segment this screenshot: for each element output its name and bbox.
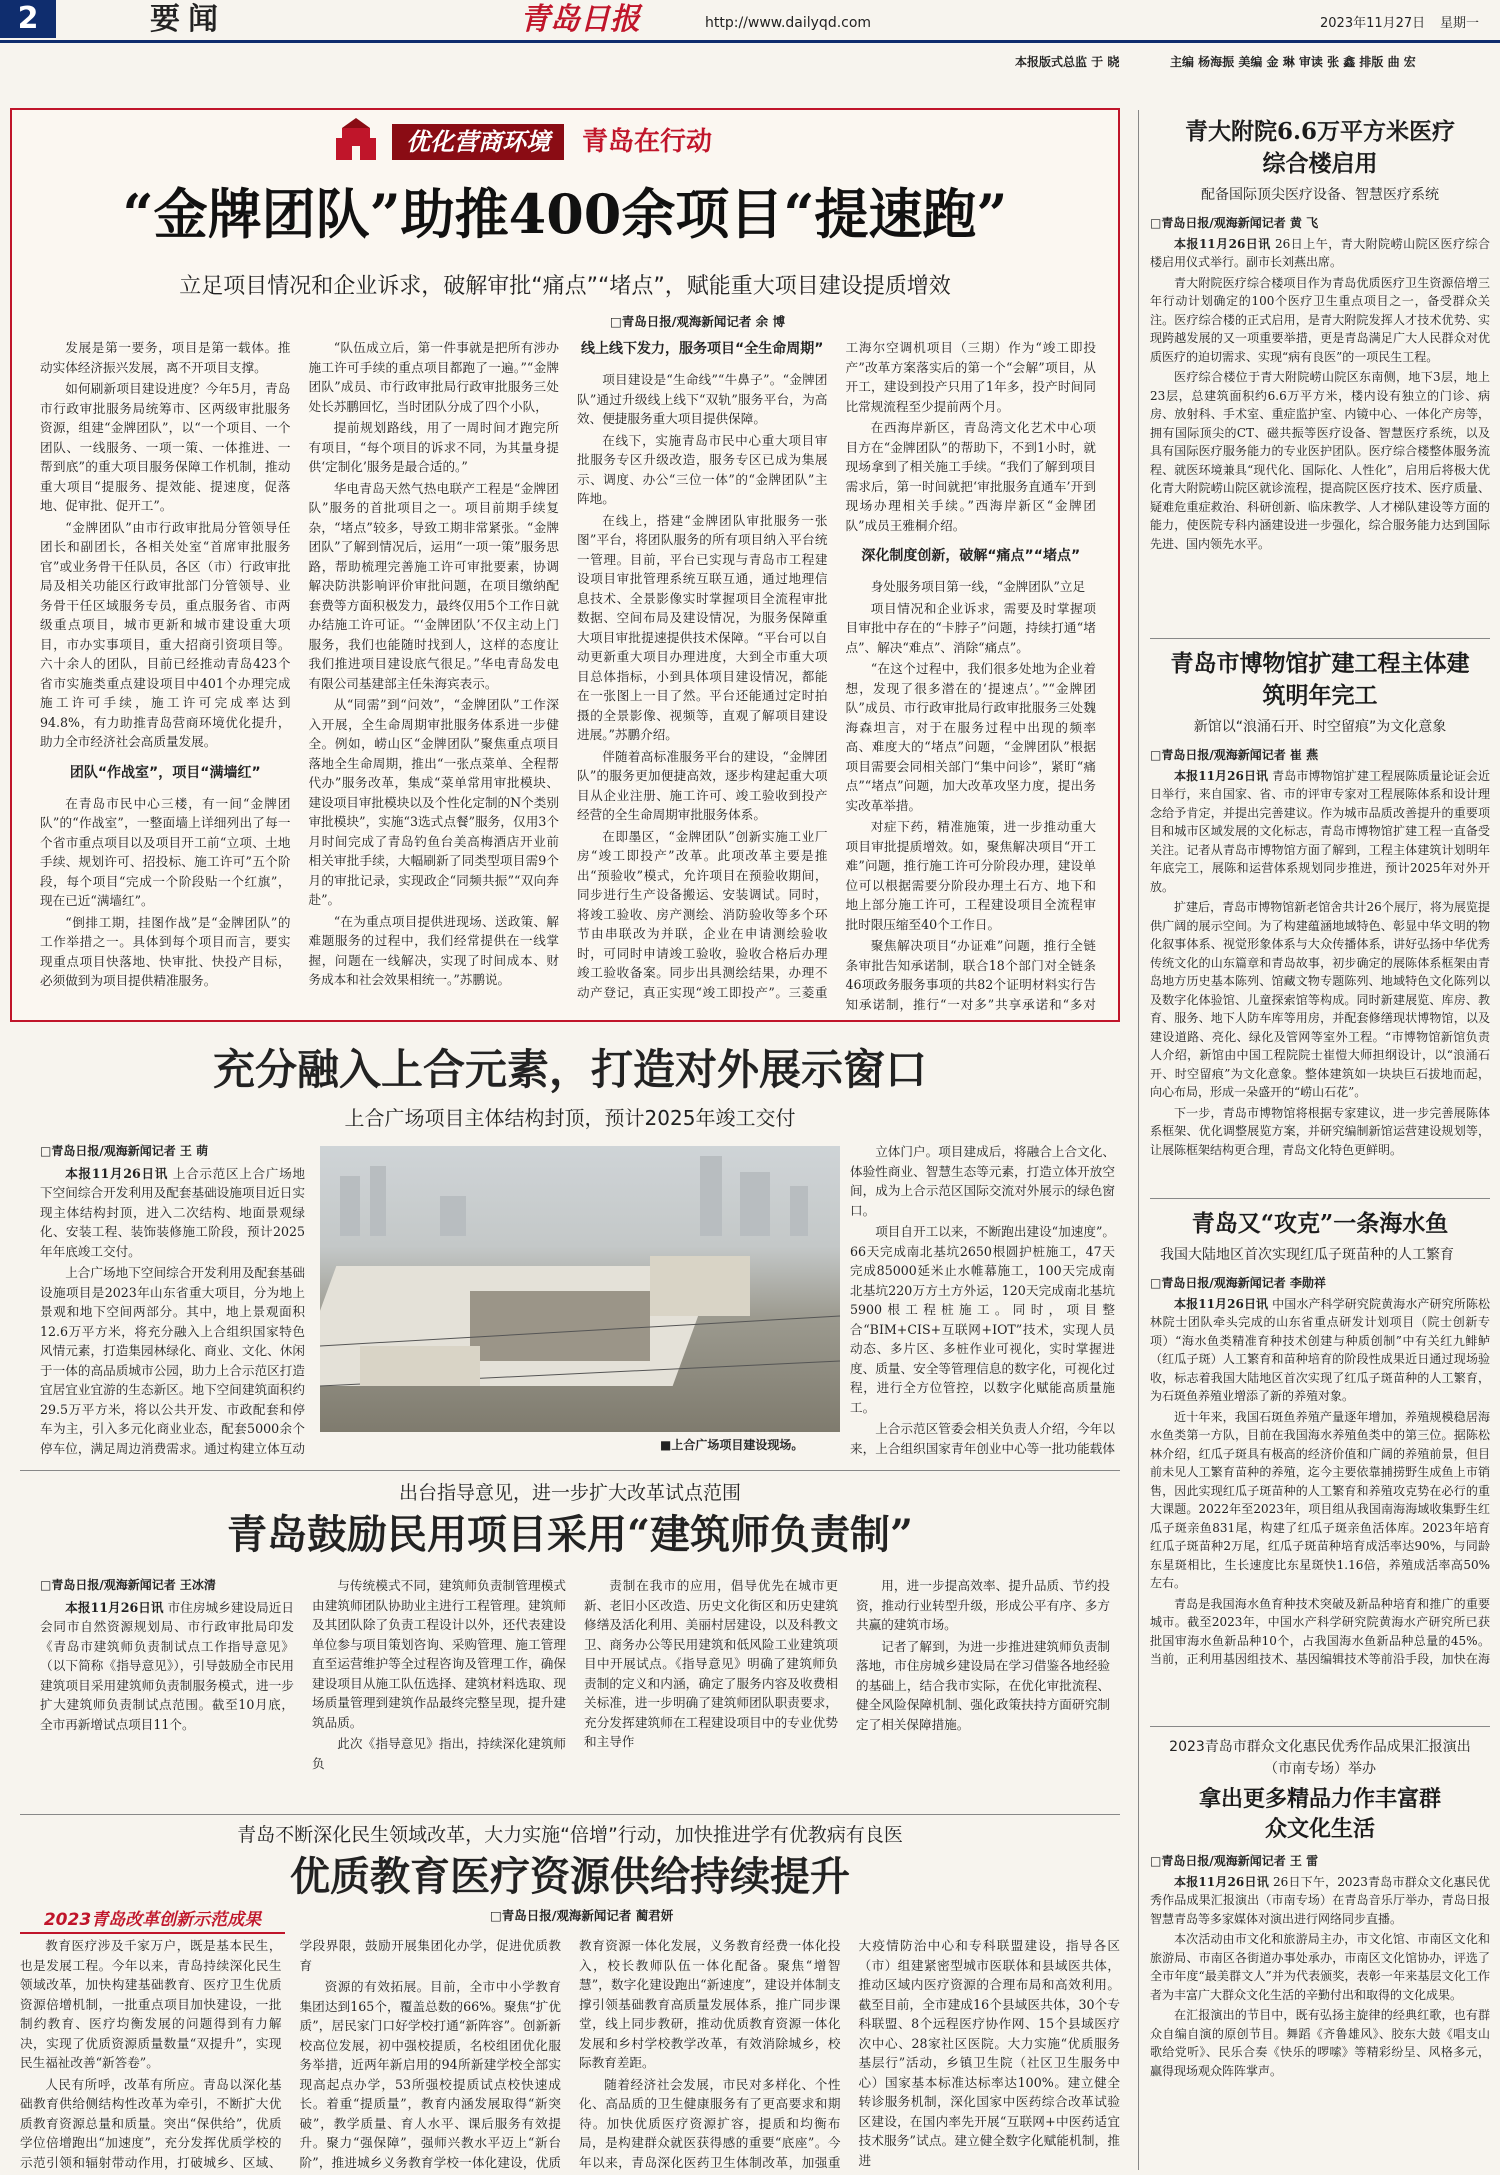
education-title: 优质教育医疗资源供给持续提升 [290,1853,850,1900]
culture-paragraph: 本次活动由市文化和旅游局主办，市文化馆、市南区文化和旅游局、市南区各街道办事处承办，市南区文化馆协办，评选了全市年度“最美群文人”并为代表颁奖，表彰一年来基层文化工作者为丰富广大群众文化生活的辛勤付出和取得的文化成果。 [1150,1932,1490,2002]
staff-line-editors: 主编 杨海振 美编 金 琳 审读 张 鑫 排版 曲 宏 [1170,55,1416,69]
shanghe-paragraph: 上合广场地下空间综合开发利用及配套基础设施项目是2023年山东省重大项目，分为地上景观和地下空间两部分。其中，地上景观面积12.6万平方米，将充分融入上合组织国家特色风情元素，打造集园林绿化、商业、文化、休闲于一体的高品质城市公园，助力上合示范区打造宜居宜业宜游的生态新区。地下空间建筑面积约29.5万平方米，将以公共开发、市政配套和停车为主，引入多元化商业业态，配套5000余个停车位，满足周边消费需求。通过构建立体互动 [40,1265,305,1456]
architect-paragraph [40,1598,294,1735]
lead-paragraph: 提前规划路线，用了一周时间才跑完所有项目，“每个项目的诉求不同，为其量身提供‘定制化’服务是最合适的。” [308,420,559,474]
museum-byline: □青岛日报/观海新闻记者 崔 燕 [1150,748,1319,762]
lead-paragraph: 项目情况和企业诉求，需要及时掌握项目审批中存在的“卡脖子”问题，持续打通“堵点”、解决“难点”、消除“痛点”。 [845,600,1096,655]
shanghe-paragraph [40,1164,305,1262]
lead-paragraph: 身处服务项目第一线，“金牌团队”立足 [870,579,1086,594]
culture-byline: □青岛日报/观海新闻记者 王 雷 [1150,1854,1319,1868]
banner-left-label: 优化营商环境 [392,124,564,160]
lead-paragraph: 伴随着高标准服务平台的建设，“金牌团队”的服务更加便捷高效，逐步构建起重大项目从企业注册、施工许可、竣工验收到投产经营的全生命周期审批服务体系。 [577,748,828,822]
culture-kicker: 2023青岛市群众文化惠民优秀作品成果汇报演出（市南专场）举办 [1169,1739,1471,1777]
education-kicker: 青岛不断深化民生领域改革，大力实施“倍增”行动，加快推进学有优教病有良医 [237,1824,903,1846]
hospital-paragraph: 青大附院医疗综合楼项目作为青岛优质医疗卫生资源倍增三年行动计划确定的100个医疗卫生重点项目之一，备受群众关注。医疗综合楼的正式启用，是青大附院发挥人才技术优势、实现跨越发展的又一项重要举措，更是青岛满足广大人民群众对优质医疗的迫切需求、实现“病有良医”的一项民生工程。 [1150,275,1490,364]
hospital-article [1150,108,1490,618]
museum-title: 青岛市博物馆扩建工程主体建筑明年完工 [1170,650,1470,709]
lead-subheading: 团队“作战室”，项目“满墙红” [69,764,261,781]
architect-paragraph: 此次《指导意见》指出，持续深化建筑师负 [312,1736,566,1771]
lead-paragraph: “在为重点项目提供进现场、送政策、解难题服务的过程中，我们经常提供在一线掌握，问题在一线解决，实现了时间成本、财务成本和社会效果相统一。”苏鹏说。 [308,913,559,987]
lead-subheading: 深化制度创新，破解“痛点”“堵点” [861,548,1081,564]
photo-caption: ■上合广场项目建设现场。 [660,1438,804,1452]
banner-city-icon [332,116,380,164]
lead-paragraph: 在线下，实施青岛市民中心重大项目审批服务专区升级改造，服务专区已成为集展示、调度、办公“三位一体”的“金牌团队”主阵地。 [577,432,828,506]
shanghe-byline: □青岛日报/观海新闻记者 王 萌 [40,1144,209,1158]
architect-kicker: 出台指导意见，进一步扩大改革试点范围 [398,1482,741,1504]
museum-paragraph: 下一步，青岛市博物馆将根据专家建议，进一步完善展陈体系框架、优化调整展览方案，并研究编制新馆运营建设规划等，让展陈框架结构更合理，青岛文化特色更鲜明。 [1150,1105,1490,1157]
shanghe-article [20,1040,1120,1460]
lead-paragraph: 聚焦解决项目“办证难”问题，推行全链条审批告知承诺制，联合18个部门对全链条46项政务服务事项的共82个证明材料实行告知承诺制，推行“一对多”共享承诺和“多对 [845,938,1096,1012]
dateline: 本报11月26日讯 [65,1599,164,1615]
dateline: 本报11月26日讯 [1174,1296,1269,1311]
education-article [20,1822,1120,2172]
website-url[interactable]: http://www.dailyqd.com [705,15,872,31]
banner [312,110,832,172]
lead-paragraph: “队伍成立后，第一件事就是把所有涉办施工许可手续的重点项目都跑了一遍。”“金牌团队”成员、市行政审批局行政审批服务三处处长苏鹏回忆，当时团队分成了四个小队， [308,340,559,414]
museum-paragraph [1150,767,1490,897]
culture-paragraph [1150,1873,1490,1929]
education-byline: □青岛日报/观海新闻记者 蔺君妍 [490,1908,674,1923]
museum-subtitle: 新馆以“浪涌石开、时空留痕”为文化意象 [1193,719,1447,735]
fish-paragraph [1150,1295,1490,1406]
lead-paragraph: “倒排工期，挂图作战”是“金牌团队”的工作举措之一。具体到每个项目而言，要实现重点项目快落地、快审批、快投产目标，必须做到为项目提供精准服务。 [40,914,291,988]
architect-byline: □青岛日报/观海新闻记者 王冰清 [40,1578,216,1592]
lead-paragraph: 华电青岛天然气热电联产工程是“金牌团队”服务的首批项目之一。项目前期手续复杂，“堵点”较多，导致工期非常紧张。“金牌团队”了解到情况后，运用“一项一策”服务思路，帮助梳理完善施工许可审批要素，协调解决防洪影响评价审批问题，在项目缴纳配套费等方面积极发力，最终仅用5个工作日就办结施工许可证。“‘金牌团队’不仅主动上门服务，我们也能随时找到人，这样的态度让我们推进项目建设底气很足。”华电青岛发电有限公司基建部主任朱海宾表示。 [308,480,559,691]
architect-paragraph: 记者了解到，为进一步推进建筑师负责制落地，市住房城乡建设局在学习借鉴各地经验的基础上，结合我市实际，在优化审批流程、健全风险保障机制、强化政策扶持方面研究制定了相关保障措施。 [856,1638,1110,1732]
education-paragraph: 人民有所呼，改革有所应。青岛以深化基础教育供给侧结构性改革为牵引，不断扩大优质教育资源总量和质量。突出“保供给”，优质学位倍增跑出“加速度”，充分发挥优质学校的示范引领和辐射带动作用，打破城乡、区域、学段界限，鼓励开展集团化办学，促进优质教育 [20,1938,561,2170]
construction-photo [320,1146,840,1432]
lead-paragraph: “在这个过程中，我们很多处地为企业着想，发现了很多潜在的‘提速点’。”“金牌团队”成员、市行政审批局行政审批服务三处魏海森坦言，对于在服务过程中出现的频率高、难度大的“堵点”问题，“金牌团队”根据项目需要会同相关部门“集中问诊”，紧盯“痛点”“堵点”问题，加大改革攻坚力度，提出务实改革举措。 [845,661,1096,813]
shanghe-paragraph: 项目自开工以来，不断跑出建设“加速度”。66天完成南北基坑2650根圆护桩施工，47天完成85000延米止水帷幕施工，100天完成南北基坑220万方土方外运，120天完成南北基坑5900根工程桩施工。同时，项目整合“BIM+CIS+互联网+IOT”技术，实现人员动态、多片区、多桩作业可视化，实时掌握进度、质量、安全等管理信息的数字化，可视化过程，进行全方位管控，以数字化赋能高质量施工。 [850,1224,1115,1415]
lead-title: “金牌团队”助推400余项目“提速跑” [122,182,1008,246]
reform-badge: 2023青岛改革创新示范成果 [20,1908,285,1934]
paragraph-text: 市住房城乡建设局近日会同市自然资源规划局、市行政审批局印发《青岛市建筑师负责制试点工作指导意见》（以下简称《指导意见》），引导鼓励全市民用建筑项目采用建筑师负责制服务模式，进一步扩大建筑师负责制试点范围。截至10月底，全市再新增试点项目11个。 [40,1599,295,1732]
architect-paragraph: 用，进一步提高效率、提升品质、节约投资，推动行业转型升级，形成公平有序、多方共赢的建筑市场。 [856,1578,1110,1632]
hospital-byline: □青岛日报/观海新闻记者 黄 飞 [1150,216,1319,230]
hospital-title: 青大附院6.6万平方米医疗综合楼启用 [1184,118,1455,177]
paragraph-text: 青岛市博物馆扩建工程展陈质量论证会近日举行，来自国家、省、市的评审专家对工程展陈体系和设计理念给予肯定，并提出完善建议。作为城市品质改善提升的重要项目和城市区域发展的文化标志，青岛市博物馆扩建工程一直备受关注。记者从青岛市博物馆方面了解到，工程主体建筑计划明年年底完工，展陈和运营体系规划同步推进，预计2025年对外开放。 [1150,768,1490,894]
dateline: 本报11月26日讯 [1174,236,1271,251]
fish-title: 青岛又“攻克”一条海水鱼 [1191,1210,1449,1237]
lead-paragraph: 发展是第一要务，项目是第一载体。推动实体经济振兴发展，离不开项目支撑。 [40,340,291,375]
section-title: 要闻 [150,2,226,37]
museum-article [1150,648,1490,1178]
lead-byline: □青岛日报/观海新闻记者 余 博 [610,314,786,329]
shanghe-title: 充分融入上合元素，打造对外展示窗口 [212,1045,927,1094]
culture-title: 拿出更多精品力作丰富群众文化生活 [1198,1786,1441,1842]
education-paragraph: 教育医疗涉及千家万户，既是基本民生，也是发展工程。今年以来，青岛持续深化民生领域改革，加快构建基础教育、医疗卫生优质资源倍增机制，一批重点项目加快建设，一批制约教育、医疗均衡发展的问题得到有力解决，实现了优质资源质量数量“双提升”，实现民生福祉改善“新答卷”。 [20,1938,282,2070]
lead-paragraph: 从“同需”到“问效”，“金牌团队”工作深入开展，全生命周期审批服务体系进一步健全。例如，崂山区“金牌团队”聚焦重点项目落地全生命周期，推出“一张点菜单、全程帮代办”服务改革，集成“菜单常用审批模块、建设项目审批模块以及个性化定制的N个类别审批模块”，实施“3选式点餐”服务，仅用3个月时间完成了青岛钓鱼台美高梅酒店开业前相关审批手续，大幅刷新了同类型项目需9个月的审批记录，实现政企“同频共振”“双向奔赴”。 [308,697,559,907]
architect-article [20,1480,1120,1810]
right-column [1150,108,1490,2173]
lead-story [10,108,1120,1022]
shanghe-paragraph: 上合示范区管委会相关负责人介绍，今年以来，上合组织国家青年创业中心等一批功能载体 [850,1421,1115,1456]
lead-paragraph: “金牌团队”由市行政审批局分管领导任团长和副团长，各相关处室“首席审批服务官”或业务骨干任队员，各区（市）行政审批局及相关功能区行政审批部门分管领导、业务骨干任区域服务专员，重点服务省、市两级重点项目，城市更新和城市建设重大项目，市办实事项目，重大招商引资项目等。六十余人的团队，目前已经推动青岛423个省市实施类重点建设项目中401个办理完成施工许可手续，施工许可完成率达到94.8%，有力助推青岛营商环境优化提升，助力全市经济社会高质量发展。 [40,519,291,749]
fish-article [1150,1208,1490,1708]
lead-paragraph: 在即墨区，“金牌团队”创新实施工业厂房“竣工即投产”改革。此项改革主要是推出“预验收”模式，允许项目在预验收期间，同步进行生产设备搬运、安装调试。同时，将竣工验收、房产测绘、消防验收等多个环节由串联改为并联，企业在申请测绘验收时，可同时申请竣工验收，验收合格后办理竣工验收备案。同步出具测绘结果，办理不动产登记，真正实现“竣工即投产”。三菱重工海尔空调机项目（三期）作为“竣工即投产”改革方案落实后的第一个“会解”项目，从开工，建设到投产只用了1年多，投产时间同比常规流程至少提前两个月。 [577,340,1096,1000]
page-number-box: 2 [0,0,56,38]
education-paragraph: 资源的有效拓展。目前，全市中小学教育集团达到165个，覆盖总数的66%。聚焦“扩优质”，居民家门口好学校打通“新阵容”。创新新校高位发展，初中强校提质，名校组团优化服务举措，近两年新启用的94所新建学校全部实现高起点办学，53所强校提质试点校快速成长。着重“提质量”，教育内涵发展取得“新突破”，教学质量、育人水平、课后服务有效提升。聚力“强保障”，强师兴教水平迈上“新台阶”，推进城乡义务教育学校一体化建设，优质教育资源一体化发展，义务教育经费一体化投入，校长教师队伍一体化配备。聚焦“增智慧”，数字化建设跑出“新速度”，建设并体制支撑引领基础教育高质量发展体系，推广同步课堂，线上同步教研，推动优质教育资源一体化发展和乡村学校教学改革，有效消除城乡，校际教育差距。 [299,1938,841,2170]
fish-paragraph: 近十年来，我国石斑鱼养殖产量逐年增加，养殖规模稳居海水鱼类第一方队，目前在我国海水养殖鱼类中的第三位。据陈松林介绍，红瓜子斑具有极高的经济价值和广阔的养殖前景，但目前未见人工繁育苗种的养殖，迄今主要依靠捕捞野生成鱼上市销售，因此实现红瓜子斑苗种的人工繁育和养殖攻克势在必行的重大课题。2022年至2023年，项目组从我国南海海域收集野生红瓜子斑亲鱼831尾，构建了红瓜子斑亲鱼活体库。2023年培育红瓜子斑苗种2万尾，红瓜子斑苗种培育成活率达90%，与同龄东星斑相比，生长速度比东星斑快1.16倍，养殖成活率高50%左右。 [1150,1409,1490,1590]
lead-subheading: 线上线下发力，服务项目“全生命周期” [581,341,824,357]
culture-article [1150,1736,1490,2173]
architect-paragraph: 与传统模式不同，建筑师负责制管理模式由建筑师团队协助业主进行工程管理。建筑师及其团队除了负责工程设计以外，还代表建设单位参与项目策划咨询、采购管理、施工管理直至运营维护等全过程咨询及管理工作，确保建设项目从施工队伍选择、建筑材料选取、现场质量管理到建筑作品最终完整呈现，提升建筑品质。 [312,1578,566,1730]
issue-date: 2023年11月27日 [1320,16,1426,31]
staff-line-director: 本报版式总监 于 晓 [1015,55,1120,69]
dateline: 本报11月26日讯 [1174,1874,1269,1889]
lead-paragraph: 对症下药，精准施策，进一步推动重大项目审批提质增效。如，聚焦解决项目“开工难”问题，推行施工许可分阶段办理，建设单位可以根据需要分阶段办理土石方、地下和地上部分施工许可，工程建设项目全流程审批时限压缩至40个工作日。 [845,819,1096,932]
lead-paragraph: 在线上，搭建“金牌团队审批服务一张图”平台，将团队服务的所有项目纳入平台统一管理。目前，平台已实现与青岛市工程建设项目审批管理系统互联互通，通过地理信息技术、全景影像实时掌握项目全流程审批数据、空间布局及建设情况，为服务保障重大项目审批提速提供技术保障。“平台可以自动更新重大项目办理进度，大到全市重大项目总体指标，小到具体项目建设情况，都能在一张图上一目了然。平台还能通过定时拍摄的全景影像、视频等，直观了解项目建设进展。”苏鹏介绍。 [577,512,828,742]
paragraph-text: 上合示范区上合广场地下空间综合开发利用及配套基础设施项目近日实现主体结构封顶，进入二次结构、地面景观绿化、安装工程、装饰装修施工阶段，预计2025年年底竣工交付。 [40,1165,305,1259]
lead-paragraph: 项目建设是“生命线”“牛鼻子”。“金牌团队”通过升级线上线下“双轨”服务平台，为高效、便捷服务重大项目提供保障。 [577,372,828,426]
hospital-paragraph [1150,235,1490,272]
culture-paragraph: 在汇报演出的节目中，既有弘扬主旋律的经典红歌，也有群众自编自演的原创节目。舞蹈《齐鲁雄风》、胶东大鼓《唱支山歌给党听》、民乐合奏《快乐的啰嗦》等精彩纷呈、风格多元，赢得现场观众阵阵掌声。 [1150,2008,1490,2078]
fish-byline: □青岛日报/观海新闻记者 李勋祥 [1150,1276,1326,1290]
education-paragraph: 随着经济社会发展，市民对多样化、个性化、高品质的卫生健康服务有了更高要求和期待。加快优质医疗资源扩容，提质和均衡布局，是构建群众就医获得感的重要“底座”。今年以来，青岛深化医药卫生体制改革，加强重大疫情防治中心和专科联盟建设，指导各区（市）组建紧密型城市医联体和县域医共体，推动区域内医疗资源的合理布局和高效利用。截至目前，全市建成16个县域医共体，30个专科联盟、8个远程医疗协作网、15个县域医疗次中心、28家社区医院。大力实施“优质服务基层行”活动，乡镇卫生院（社区卫生服务中心）国家基本标准达标率达100%。建立健全转诊服务机制，深化国家中医药综合改革试验区建设，在国内率先开展“互联网+中医药适宜技术服务”试点。建立健全数字化赋能机制，推进 [579,1938,1120,2170]
lead-subtitle: 立足项目情况和企业诉求，破解审批“痛点”“堵点”，赋能重大项目建设提质增效 [179,274,951,299]
fish-subtitle: 我国大陆地区首次实现红瓜子斑苗种的人工繁育 [1160,1247,1454,1263]
dateline: 本报11月26日讯 [65,1165,169,1181]
museum-paragraph: 扩建后，青岛市博物馆新老馆舍共计26个展厅，将为展览提供广阔的展示空间。为了构建蕴涵地域特色、彰显中华文明的物化叙事体系、视觉形象体系与大众传播体系，讲好弘扬中华优秀传统文化的山东篇章和青岛故事，初步确定的展陈体系框架由青岛地方历史基本陈列、馆藏文物专题陈列、地域特色文化陈列以及数字化体验馆、儿童探索馆等构成。同时新建展览、库房、教育、服务、地下人防车库等用房，并配套修缮现状博物馆，以及建设道路、亮化、绿化及管网等室外工程。“市博物馆新馆负责人介绍，新馆由中国工程院院士崔愷大师担纲设计，以“浪涌石开、时空留痕”为文化意象。整体建筑如一块块巨石拔地而起，向心布局，形成一朵盛开的“崂山石花”。 [1150,900,1490,1099]
architect-paragraph: 责制在我市的应用，倡导优先在城市更新、老旧小区改造、历史文化街区和历史建筑修缮及活化利用、美丽村居建设，以及科教文卫、商务办公等民用建筑和低风险工业建筑项目中开展试点。《指导意见》明确了建筑师负责制的定义和内涵，确定了服务内容及收费相关标准，进一步明确了建筑师团队职责要求，充分发挥建筑师在工程建设项目中的专业优势和主导作 [584,1578,838,1749]
issue-weekday: 星期一 [1440,16,1480,31]
lead-paragraph: 在青岛市民中心三楼，有一间“金牌团队”的“作战室”，一整面墙上详细列出了每一个省市重点项目以及项目开工前“立项、土地手续、规划许可、招投标、施工许可”五个阶段，每个项目“完成一个阶段贴一个红旗”，现在已近“满墙红”。 [40,795,291,908]
dateline: 本报11月26日讯 [1174,768,1269,783]
paragraph-text: 26日上午，青大附院崂山院区医疗综合楼启用仪式举行。副市长刘燕出席。 [1150,236,1490,269]
banner-right-label: 青岛在行动 [582,127,713,157]
shanghe-subtitle: 上合广场项目主体结构封顶，预计2025年竣工交付 [344,1106,796,1130]
architect-title: 青岛鼓励民用项目采用“建筑师负责制” [226,1511,913,1558]
paragraph-text: 26日下午，2023青岛市群众文化惠民优秀作品成果汇报演出（市南专场）在青岛音乐厅举办，青岛日报智慧青岛等多家媒体对演出进行网络同步直播。 [1150,1874,1490,1926]
lead-paragraph: 在西海岸新区，青岛湾文化艺术中心项目方在“金牌团队”的帮助下，不到1小时，就现场拿到了相关施工手续。“我们了解到项目需求后，第一时间就把‘审批服务直通车’开到现场办理相关手续。”西海岸新区“金牌团队”成员王雅桐介绍。 [845,420,1096,533]
lead-paragraph: 如何刷新项目建设进度？今年5月，青岛市行政审批服务局统筹市、区两级审批服务资源，组建“金牌团队”，以“一个项目、一个团队、一线服务、一项一策、一体推进、一帮到底”的重大项目服务保障工作机制，推动重大项目“提服务、提效能、提速度，促落地、促审批、促开工”。 [40,381,291,513]
paper-logo: 青岛日报 [520,2,640,37]
masthead [0,0,1500,80]
shanghe-paragraph: 立体门户。项目建成后，将融合上合文化、体验性商业、智慧生态等元素，打造立体开放空间，成为上合示范区国际交流对外展示的绿色窗口。 [850,1144,1115,1218]
hospital-paragraph: 医疗综合楼位于青大附院崂山院区东南侧，地下3层，地上23层，总建筑面积约6.6万平方米，楼内设有独立的门诊、病房、放射科、手术室、重症监护室、内镜中心、一体化产房等，拥有国际顶尖的CT、磁共振等医疗设备、智慧医疗系统，以及具有国际医疗服务能力的专业医护团队。医疗综合楼整体服务流程、就医环境兼具“现代化、国际化、人性化”，启用后将极大优化青大附院崂山院区就诊流程，提高院区医疗技术、医疗质量、疑难危重症救治、科研创新、临床教学、人才梯队建设等方面的能力，使医院专科内涵建设进一步强化，综合服务能力达到国际先进、国内领先水平。 [1150,370,1490,551]
paragraph-text: 中国水产科学研究院黄海水产研究所陈松林院士团队牵头完成的山东省重点研发计划项目（院士创新专项）“海水鱼类精准育种技术创建与种质创制”中有关红九鲱鲈（红瓜子斑）人工繁育和苗种培育的阶段性成果近日通过现场验收，标志着我国大陆地区首次实现了红瓜子斑苗种的人工繁育，为石斑鱼养殖业增添了新的养殖对象。 [1150,1296,1490,1403]
hospital-subtitle: 配备国际顶尖医疗设备、智慧医疗系统 [1201,187,1439,203]
fish-paragraph: 青岛是我国海水鱼育种技术突破及新品种培育和推广的重要城市。截至2023年，中国水产科学研究院黄海水产研究所已获批国审海水鱼新品种10个，占我国海水鱼新品种总量的45%。当前，正利用基因组技术、基因编辑技术等前沿手段，加快在海 [1150,1596,1490,1666]
